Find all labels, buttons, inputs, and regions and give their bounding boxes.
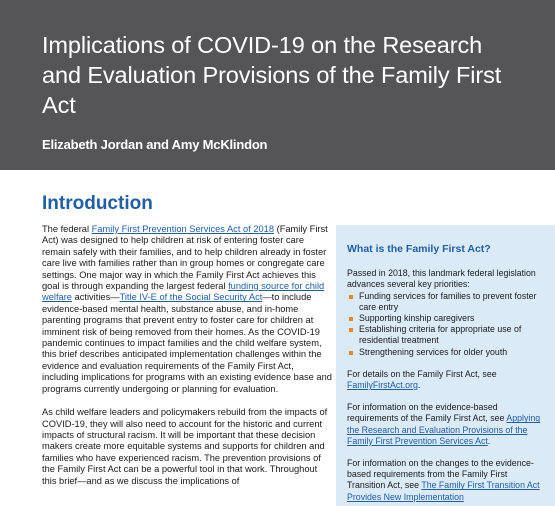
list-item: Funding services for families to prevent foster care entry [347, 291, 545, 313]
title-iv-e-link[interactable]: Title IV-E of the Social Security Act [119, 292, 263, 303]
sidebar-text: For information on the changes to the evidence-based requirements from the Family First Transition Act, see [347, 458, 534, 491]
paragraph-text: The federal [42, 224, 92, 234]
family-first-act-link[interactable]: Family First Prevention Services Act of 2018 [91, 224, 275, 234]
applying-provisions-link[interactable]: Applying the Research and Evaluation Provisions of the Family First Prevention Services Act [347, 413, 541, 446]
sidebar-evidence [347, 402, 545, 447]
introduction-heading: Introduction [42, 193, 153, 214]
priorities-list [347, 291, 545, 358]
funding-source-link[interactable]: funding source for child welfare [42, 281, 325, 303]
authors-line: Elizabeth Jordan and Amy McKlindon [42, 137, 268, 152]
document-title: Implications of COVID-19 on the Research and Evaluation Provisions of the Family First Act [42, 32, 502, 118]
sidebar-text: . [417, 380, 421, 391]
sidebar-title: What is the Family First Act? [347, 243, 491, 255]
header-banner [0, 0, 555, 170]
sidebar-text: . [487, 435, 491, 446]
main-body-column [42, 224, 332, 499]
list-item: Strengthening services for older youth [347, 347, 545, 358]
paragraph-text: —to include evidence-based mental health, substance abuse, and in-home parenting programs that prevent entry to foster care for children at imminent risk of being removed from their homes. As the COVID-19 pandemic continues to impact families and the child welfare system, this brief describes anticipated implementation challenges within the evidence and evaluation requirements of the Family First Act, including implications for programs with an existing evidence base and programs currently undergoing or planning for evaluation. [42, 292, 332, 394]
list-item: Supporting kinship caregivers [347, 313, 545, 324]
list-item: Establishing criteria for appropriate use of residential treatment [347, 324, 545, 346]
paragraph-text: activities— [71, 292, 120, 303]
intro-paragraph-1 [42, 224, 332, 395]
sidebar-text: For details on the Family First Act, see [347, 368, 497, 379]
sidebar-intro: Passed in 2018, this landmark federal legislation advances several key priorities: [347, 268, 536, 290]
paragraph-text: (Family First Act) was designed to help children at risk of entering foster care remain safely with their families, and to help children already in foster care live with families rather than in group homes or congregate care settings. One major way in which the Family First Act achieves this goal is through expanding the largest federal [42, 224, 328, 292]
intro-paragraph-2: As child welfare leaders and policymakers rebuild from the impacts of COVID-19, they will also need to account for the historic and current impacts of structural racism. It will be important that these decision makers create more equitable systems and supports for children and families who have experienced racism. The prevention provisions of the Family First Act can be a powerful tool in that work. Throughout this brief—and as we discuss the implications of [42, 407, 328, 486]
sidebar-text: For information on the evidence-based requirements of the Family First Act, see [347, 402, 507, 424]
sidebar-details [347, 369, 545, 391]
familyfirstact-link[interactable]: FamilyFirstAct.org [347, 380, 418, 391]
sidebar-transition [347, 458, 545, 503]
transition-act-link[interactable]: The Family First Transition Act Provides New Implementation [347, 480, 540, 502]
family-first-sidebar [336, 225, 555, 506]
